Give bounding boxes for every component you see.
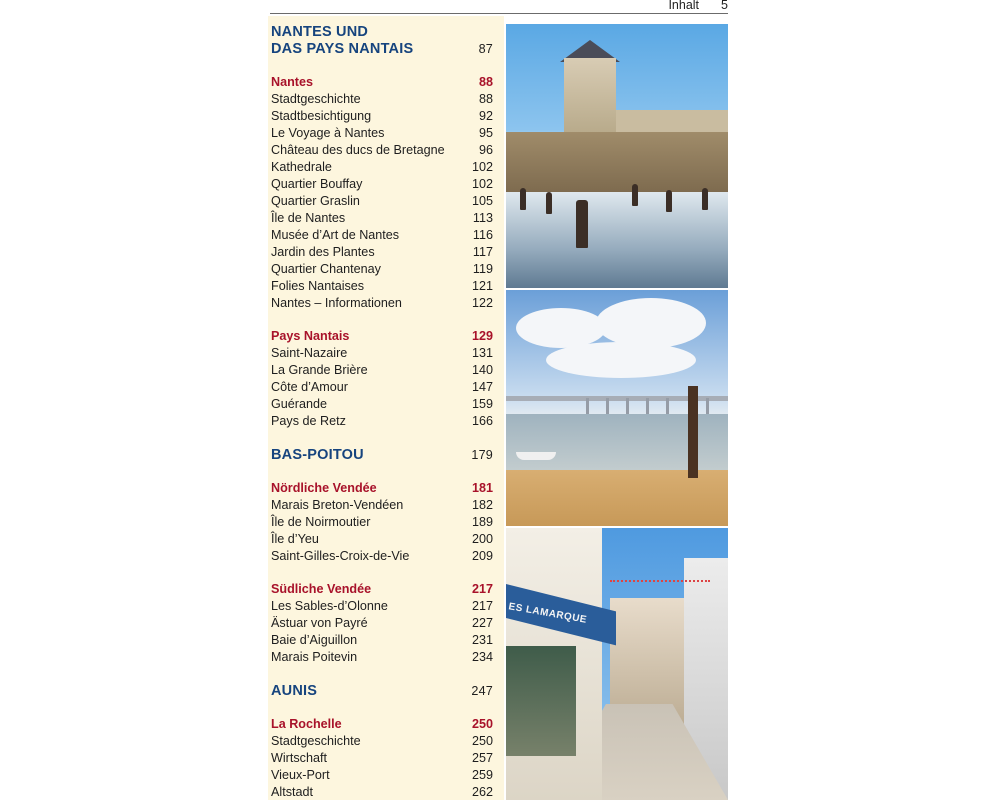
toc-entry — [271, 413, 493, 430]
table-of-contents — [268, 16, 504, 800]
toc-entry — [271, 531, 493, 548]
toc-entry — [271, 91, 493, 108]
toc-section — [271, 328, 493, 345]
toc-page-number: 250 — [471, 734, 493, 748]
toc-title: Baie d’Aiguillon — [271, 633, 358, 647]
toc-page-number: 119 — [472, 262, 493, 276]
toc-page-number: 105 — [471, 194, 493, 208]
toc-entry — [271, 244, 493, 261]
toc-section — [271, 74, 493, 91]
toc-chapter — [271, 24, 493, 58]
bridge-beach-photo — [506, 290, 728, 526]
toc-title: Musée d’Art de Nantes — [271, 228, 400, 242]
toc-entry — [271, 159, 493, 176]
toc-page-number: 131 — [471, 346, 493, 360]
toc-page-number: 231 — [471, 633, 493, 647]
toc-entry — [271, 649, 493, 666]
toc-entry — [271, 278, 493, 295]
toc-entry — [271, 362, 493, 379]
toc-page-number: 88 — [478, 75, 493, 89]
toc-page-number: 159 — [471, 397, 493, 411]
toc-page-number: 102 — [471, 177, 493, 191]
toc-page-number: 257 — [471, 751, 493, 765]
toc-entry — [271, 210, 493, 227]
toc-page-number: 116 — [472, 228, 493, 242]
toc-chapter-title: DAS PAYS NANTAIS — [271, 41, 414, 57]
toc-entry — [271, 379, 493, 396]
toc-chapter-title: NANTES UND — [271, 24, 369, 40]
toc-title: Quartier Chantenay — [271, 262, 381, 276]
toc-page-number: 247 — [471, 684, 493, 698]
running-head-label: Inhalt — [668, 0, 700, 12]
toc-title: Les Sables-d’Olonne — [271, 599, 388, 613]
toc-title: Altstadt — [271, 785, 313, 799]
toc-chapter — [271, 683, 493, 700]
toc-title: Guérande — [271, 397, 328, 411]
toc-page-number: 200 — [471, 532, 493, 546]
toc-entry — [271, 598, 493, 615]
toc-section — [271, 581, 493, 598]
toc-entry — [271, 295, 493, 312]
toc-page-number: 262 — [471, 785, 493, 799]
toc-section — [271, 480, 493, 497]
toc-title: Folies Nantaises — [271, 279, 365, 293]
toc-title: Île de Noirmoutier — [271, 515, 371, 529]
toc-page-number: 182 — [471, 498, 493, 512]
toc-page-number: 217 — [471, 582, 493, 596]
toc-page-number: 129 — [471, 329, 493, 343]
page-number: 5 — [721, 0, 728, 12]
toc-page-number: 259 — [471, 768, 493, 782]
toc-entry — [271, 176, 493, 193]
toc-page-number: 102 — [471, 160, 493, 174]
toc-entry — [271, 767, 493, 784]
toc-title: Saint-Nazaire — [271, 346, 348, 360]
toc-title: Stadtgeschichte — [271, 92, 361, 106]
toc-entry — [271, 108, 493, 125]
toc-title: Nördliche Vendée — [271, 481, 377, 495]
toc-entry — [271, 345, 493, 362]
toc-chapter-title: BAS-POITOU — [271, 447, 364, 463]
toc-page-number: 88 — [478, 92, 493, 106]
toc-entry — [271, 750, 493, 767]
castle-fountain-photo — [506, 24, 728, 288]
toc-title: Île d’Yeu — [271, 532, 319, 546]
toc-page-number: 166 — [471, 414, 493, 428]
toc-entry — [271, 733, 493, 750]
toc-page-number: 189 — [471, 515, 493, 529]
toc-entry — [271, 497, 493, 514]
toc-page-number: 87 — [478, 42, 493, 56]
toc-title: La Grande Brière — [271, 363, 368, 377]
toc-title: Saint-Gilles-Croix-de-Vie — [271, 549, 410, 563]
toc-entry — [271, 548, 493, 565]
toc-entry — [271, 193, 493, 210]
toc-title: Stadtbesichtigung — [271, 109, 372, 123]
toc-page-number: 140 — [471, 363, 493, 377]
shopping-street-photo — [506, 528, 728, 800]
toc-chapter-title: AUNIS — [271, 683, 318, 699]
toc-title: Marais Breton-Vendéen — [271, 498, 404, 512]
toc-page-number: 227 — [471, 616, 493, 630]
toc-entry — [271, 142, 493, 159]
toc-title: Pays de Retz — [271, 414, 346, 428]
toc-entry — [271, 615, 493, 632]
toc-section — [271, 716, 493, 733]
toc-page-number: 121 — [471, 279, 493, 293]
toc-title: Jardin des Plantes — [271, 245, 375, 259]
toc-page-number: 95 — [478, 126, 493, 140]
toc-title: Le Voyage à Nantes — [271, 126, 385, 140]
toc-page-number: 113 — [472, 211, 493, 225]
toc-title: Südliche Vendée — [271, 582, 372, 596]
header-rule — [270, 13, 728, 14]
toc-page-number: 217 — [471, 599, 493, 613]
toc-title: Nantes — [271, 75, 313, 89]
toc-title: Île de Nantes — [271, 211, 346, 225]
toc-page-number: 234 — [471, 650, 493, 664]
toc-title: Nantes – Informationen — [271, 296, 402, 310]
toc-title: Quartier Graslin — [271, 194, 360, 208]
toc-title: Côte d’Amour — [271, 380, 348, 394]
toc-page-number: 181 — [471, 481, 493, 495]
toc-page-number: 92 — [478, 109, 493, 123]
toc-title: Ästuar von Payré — [271, 616, 368, 630]
toc-title: Château des ducs de Bretagne — [271, 143, 445, 157]
toc-title: Kathedrale — [271, 160, 332, 174]
toc-entry — [271, 396, 493, 413]
toc-entry — [271, 125, 493, 142]
toc-page-number: 147 — [471, 380, 493, 394]
toc-title: Vieux-Port — [271, 768, 330, 782]
toc-entry — [271, 784, 493, 800]
toc-title: Quartier Bouffay — [271, 177, 363, 191]
toc-title: Stadtgeschichte — [271, 734, 361, 748]
toc-page-number: 179 — [471, 448, 493, 462]
toc-page-number: 117 — [472, 245, 493, 259]
toc-title: Marais Poitevin — [271, 650, 358, 664]
toc-title: La Rochelle — [271, 717, 342, 731]
toc-entry — [271, 632, 493, 649]
toc-chapter — [271, 447, 493, 464]
photo-column — [506, 24, 728, 800]
toc-entry — [271, 227, 493, 244]
toc-title: Wirtschaft — [271, 751, 327, 765]
running-head — [668, 0, 728, 12]
toc-page-number: 122 — [471, 296, 493, 310]
toc-page-number: 96 — [478, 143, 493, 157]
shop-sign: ES LAMARQUE — [507, 601, 588, 626]
toc-title: Pays Nantais — [271, 329, 350, 343]
toc-entry — [271, 261, 493, 278]
toc-page-number: 250 — [471, 717, 493, 731]
toc-page-number: 209 — [471, 549, 493, 563]
toc-entry — [271, 514, 493, 531]
